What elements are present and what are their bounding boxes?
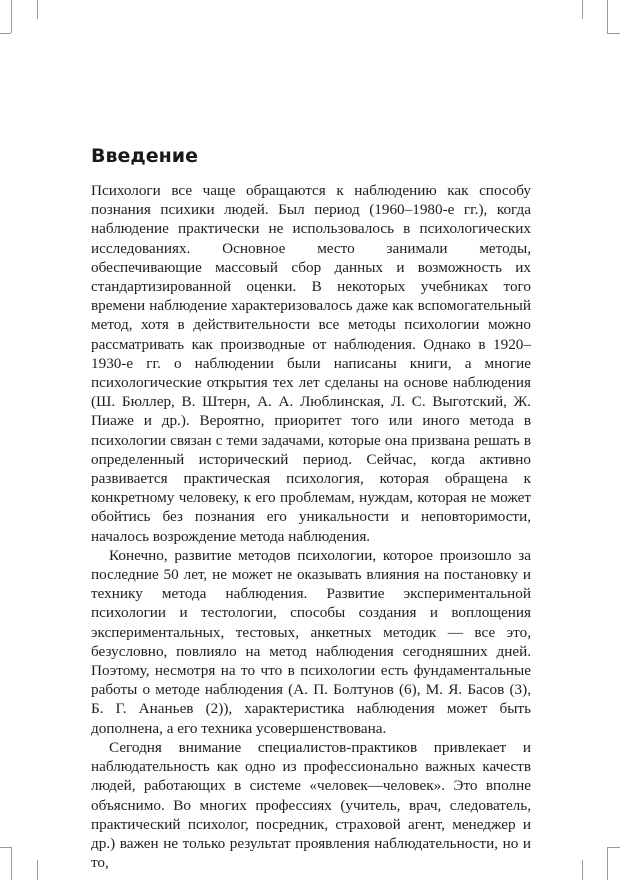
paragraph-intro: Психологи все чаще обращаются к наблюдению как способу познания психики людей. Был период (1960–1980-е гг.), когда наблюдение практически не использовалось в психологических исследованиях. Основное место занимали методы, обеспечивающие массовый сбор данных и возможность их стандартизированной оценки. В некоторых учебниках того времени наблюдение характеризовалось даже как вспомогательный метод, хотя в действительности все методы психологии можно рассматривать как производные от наблюдения. Однако в 1920–1930-е гг. о наблюдении были написаны книги, а многие психологические открытия тех лет сделаны на основе наблюдения (Ш. Бюллер, В. Штерн, А. А. Люблинская, Л. С. Выготский, Ж. Пиаже и др.). Вероятно, приоритет того или иного метода в психологии связан с теми задачами, которые она призвана решать в определенный исторический период. Сейчас, когда активно развивается практическая психология, которая обращена к конкретному человеку, к его проблемам, нуждам, которая не может обойтись без познания его уникальности и неповторимости, началось возрождение метода наблюдения. <box>91 182 531 545</box>
crop-mark-bottom-left-inner <box>37 860 38 880</box>
crop-mark-bottom-right-outer <box>607 847 608 880</box>
body-text <box>91 181 531 872</box>
chapter-heading: Введение <box>91 145 198 167</box>
paragraph-practitioners: Сегодня внимание специалистов-практиков привлекает и наблюдательность как одно из профессионально важных качеств людей, работающих в системе «человек—человек». Это вполне объяснимо. Во многих профессиях (учитель, врач, следователь, практический психолог, посредник, страховой агент, менеджер и др.) важен не только результат проявления наблюдательности, но и то, <box>91 738 531 872</box>
crop-mark-bottom-right-inner <box>582 860 583 880</box>
crop-mark-bottom-left-horizontal <box>0 847 11 848</box>
crop-mark-bottom-left-outer <box>11 847 12 880</box>
crop-mark-top-right-horizontal <box>607 33 620 34</box>
crop-mark-top-left-outer <box>11 0 12 33</box>
crop-mark-bottom-right-horizontal <box>607 847 620 848</box>
paragraph-methods: Конечно, развитие методов психологии, которое произошло за последние 50 лет, не может не оказывать влияния на постановку и технику метода наблюдения. Развитие экспериментальной психологии и тестологии, способы создания и воплощения экспериментальных, тестовых, анкетных методик — все это, безусловно, повлияло на метод наблюдения сегодняшних дней. Поэтому, несмотря на то что в психологии есть фундаментальные работы о методе наблюдения (А. П. Болтунов (6), М. Я. Басов (3), Б. Г. Ананьев (2)), характеристика наблюдения может быть дополнена, а его техника усовершенствована. <box>91 546 531 737</box>
crop-mark-top-left-inner <box>37 0 38 19</box>
crop-mark-top-right-inner <box>582 0 583 19</box>
crop-mark-top-left-horizontal <box>0 33 11 34</box>
crop-mark-top-right-outer <box>607 0 608 33</box>
